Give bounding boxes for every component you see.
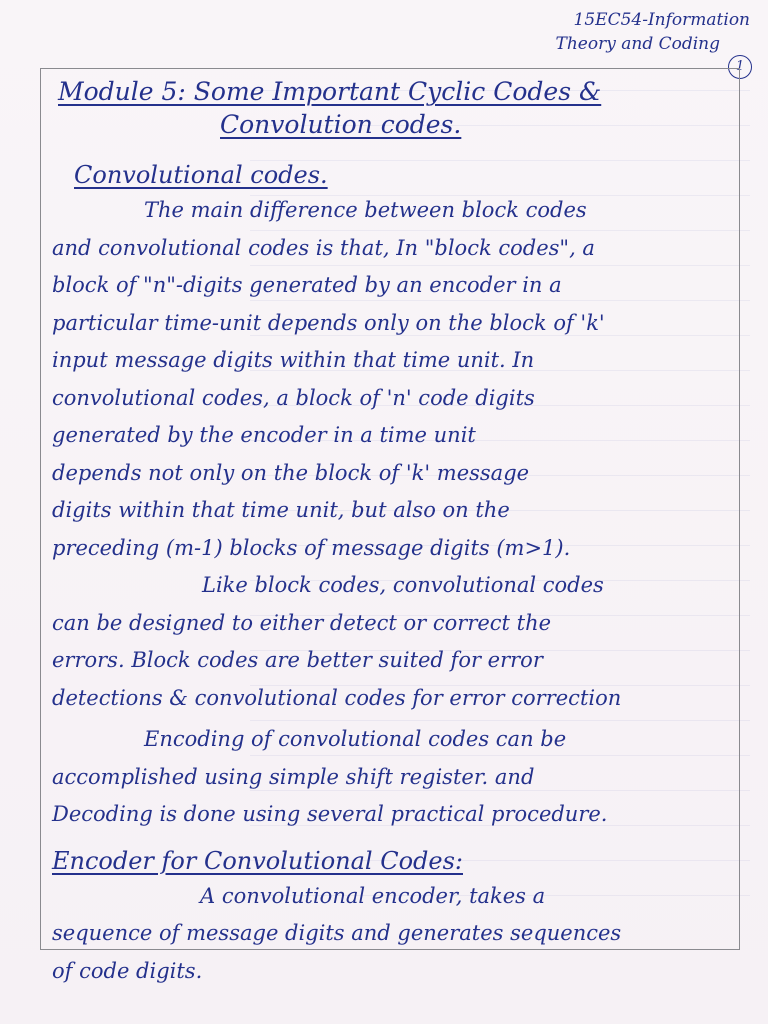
text-line: Like block codes, convolutional codes <box>202 573 604 597</box>
paragraph-1 <box>52 192 742 567</box>
text-line: sequence of message digits and generates sequences <box>52 921 622 945</box>
paragraph-3 <box>52 721 742 834</box>
text-line: Decoding is done using several practical procedure. <box>52 802 608 826</box>
section-heading-encoder: Encoder for Convolutional Codes: <box>52 846 463 875</box>
text-line: preceding (m-1) blocks of message digits (m>1). <box>52 535 571 560</box>
paragraph-4 <box>52 878 742 991</box>
course-code: 15EC54-Information <box>573 10 750 30</box>
text-line: depends not only on the block of 'k' message <box>52 460 530 485</box>
text-line: The main difference between block codes <box>144 198 587 222</box>
page-content <box>52 76 742 990</box>
page-number: 1 <box>728 55 752 79</box>
text-line: detections & convolutional codes for error correction <box>52 685 622 710</box>
module-title-line-1: Module 5: Some Important Cyclic Codes & <box>58 77 602 106</box>
text-line: A convolutional encoder, takes a <box>200 883 546 908</box>
paragraph-2 <box>52 567 742 717</box>
course-name: Theory and Coding <box>555 34 720 54</box>
section-heading-convolutional-codes: Convolutional codes. <box>74 161 328 189</box>
text-line: block of "n"-digits generated by an encoder in a <box>52 273 562 297</box>
text-line: and convolutional codes is that, In "block codes", a <box>52 235 595 260</box>
text-line: Encoding of convolutional codes can be <box>144 727 567 751</box>
text-line: accomplished using simple shift register. and <box>52 764 535 789</box>
course-header <box>490 8 750 56</box>
text-line: errors. Block codes are better suited for error <box>52 648 543 672</box>
text-line: particular time-unit depends only on the block of 'k' <box>52 310 605 335</box>
text-line: input message digits within that time unit. In <box>52 348 535 372</box>
module-title-line-2: Convolution codes. <box>220 110 462 139</box>
text-line: of code digits. <box>52 958 203 983</box>
text-line: convolutional codes, a block of 'n' code digits <box>52 385 535 410</box>
text-line: can be designed to either detect or correct the <box>52 610 552 635</box>
text-line: digits within that time unit, but also on the <box>52 498 510 522</box>
text-line: generated by the encoder in a time unit <box>52 423 476 447</box>
